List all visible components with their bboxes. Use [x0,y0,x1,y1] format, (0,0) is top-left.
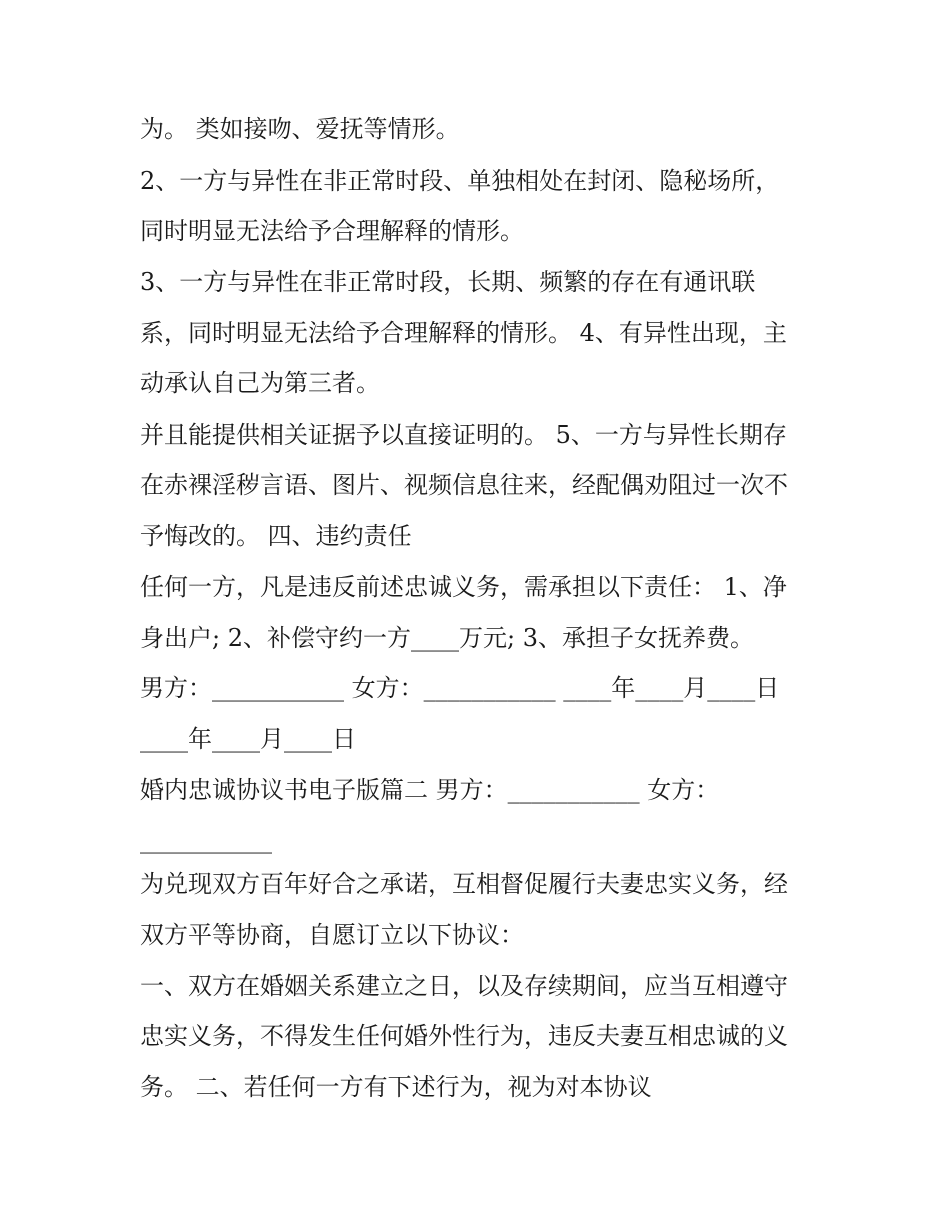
text-line: 系，同时明显无法给予合理解释的情形。 4、有异性出现，主 [140,319,787,347]
blank-line: ___________ [140,826,272,854]
section-title-line: 婚内忠诚协议书电子版篇二 男方：___________ 女方： [140,776,720,804]
text-line: 一、双方在婚姻关系建立之日，以及存续期间，应当互相遵守 [140,972,788,1000]
text-line: 3、一方与异性在非正常时段，长期、频繁的存在有通讯联 [140,268,756,296]
text-line: 身出户; 2、补偿守约一方____万元; 3、承担子女抚养费。 [140,624,754,652]
text-line: 忠实义务，不得发生任何婚外性行为，违反夫妻互相忠诚的义 [140,1022,788,1050]
text-line: 务。 二、若任何一方有下述行为，视为对本协议 [140,1073,652,1101]
text-line: 在赤裸淫秽言语、图片、视频信息往来，经配偶劝阻过一次不 [140,471,788,499]
text-line: 为。 类如接吻、爱抚等情形。 [140,115,460,143]
signature-line: 男方：___________ 女方：___________ ____年____月____日 [140,674,780,702]
text-line: 2、一方与异性在非正常时段、单独相处在封闭、隐秘场所， [140,167,780,195]
text-line: 动承认自己为第三者。 [140,369,380,397]
text-line: 并且能提供相关证据予以直接证明的。 5、一方与异性长期存 [140,421,787,449]
text-line: 双方平等协商，自愿订立以下协议： [140,921,524,949]
date-line: ____年____月____日 [140,725,356,753]
text-line: 为兑现双方百年好合之承诺，互相督促履行夫妻忠实义务，经 [140,870,788,898]
text-line: 任何一方，凡是违反前述忠诚义务，需承担以下责任： 1、净 [140,573,787,601]
text-line: 同时明显无法给予合理解释的情形。 [140,217,524,245]
text-line: 予悔改的。 四、违约责任 [140,522,412,550]
